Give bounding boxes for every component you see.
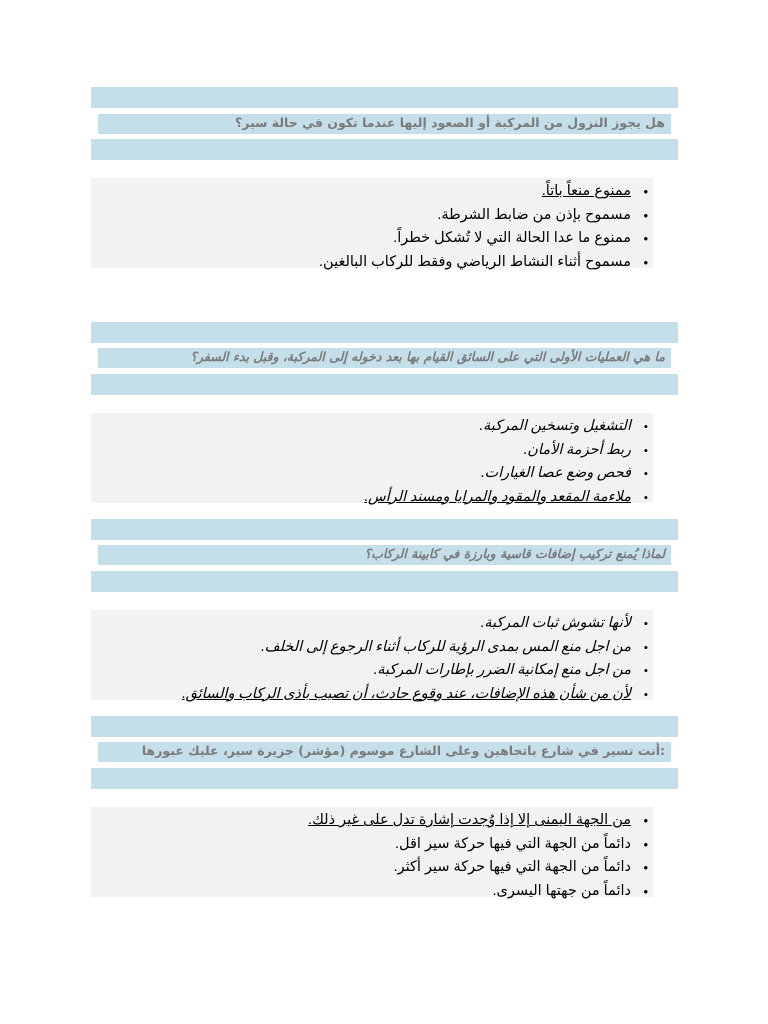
question-text: لماذا يُمنع تركيب إضافات قاسية وبارزة في كابينة الركاب؟ (364, 546, 665, 561)
answer-option[interactable]: • دائماً من الجهة التي فيها حركة سير أكثر. (91, 856, 631, 880)
header-band (91, 139, 678, 160)
header-band (91, 87, 678, 108)
answer-option[interactable]: • مسموح بإذن من ضابط الشرطة. (91, 204, 631, 228)
header-band (91, 571, 678, 592)
question-row (98, 348, 671, 368)
answer-option[interactable]: • التشغيل وتسخين المركبة. (91, 415, 631, 439)
answer-option[interactable]: • ملاءمة المقعد والمقود والمرايا ومسند الرأس. (91, 486, 631, 510)
answer-option[interactable]: • فحص وضع عصا الغيارات. (91, 462, 631, 486)
header-band (91, 374, 678, 395)
question-row (98, 545, 671, 565)
question-row (98, 114, 671, 134)
answer-option[interactable]: • من اجل منع إمكانية الضرر بإطارات المركبة. (91, 659, 631, 683)
answer-option[interactable]: • لأن من شأن هذه الإضافات، عند وقوع حادث، أن تصيب بأذى الركاب والسائق. (91, 683, 631, 707)
answer-option[interactable]: • ممنوع منعاً باتاً. (91, 180, 631, 204)
question-row (98, 742, 671, 762)
answer-list (91, 610, 653, 700)
answer-option[interactable]: • ربط أحزمة الأمان. (91, 439, 631, 463)
question-text: ما هي العمليات الأولى التي على السائق القيام بها بعد دخوله إلى المركبة، وقبل بدء السفر؟ (190, 349, 665, 364)
header-band (91, 322, 678, 343)
answer-option[interactable]: • من الجهة اليمنى إلا إذا وُجدت إشارة تدل على غير ذلك. (91, 809, 631, 833)
question-text: :أنت تسير في شارع باتجاهين وعلى الشارع موسوم (مؤشر) جزيرة سير، عليك عبورها (141, 743, 665, 758)
answer-option[interactable]: • دائماً من الجهة التي فيها حركة سير اقل. (91, 833, 631, 857)
answer-option[interactable]: • من اجل منع المس بمدى الرؤية للركاب أثناء الرجوع إلى الخلف. (91, 636, 631, 660)
answer-option[interactable]: • لأنها تشوش ثبات المركبة. (91, 612, 631, 636)
answer-list (91, 413, 653, 503)
answer-list (91, 178, 653, 268)
answer-list (91, 807, 653, 897)
answer-option[interactable]: • مسموح أثناء النشاط الرياضي وفقط للركاب البالغين. (91, 251, 631, 275)
answer-option[interactable]: • دائماً من جهتها اليسرى. (91, 880, 631, 904)
question-text: هل يجوز النزول من المركبة أو الصعود إليها عندما تكون في حالة سير؟ (234, 115, 665, 130)
answer-option[interactable]: • ممنوع ما عدا الحالة التي لا تُشكل خطراً. (91, 227, 631, 251)
header-band (91, 716, 678, 737)
header-band (91, 519, 678, 540)
header-band (91, 768, 678, 789)
